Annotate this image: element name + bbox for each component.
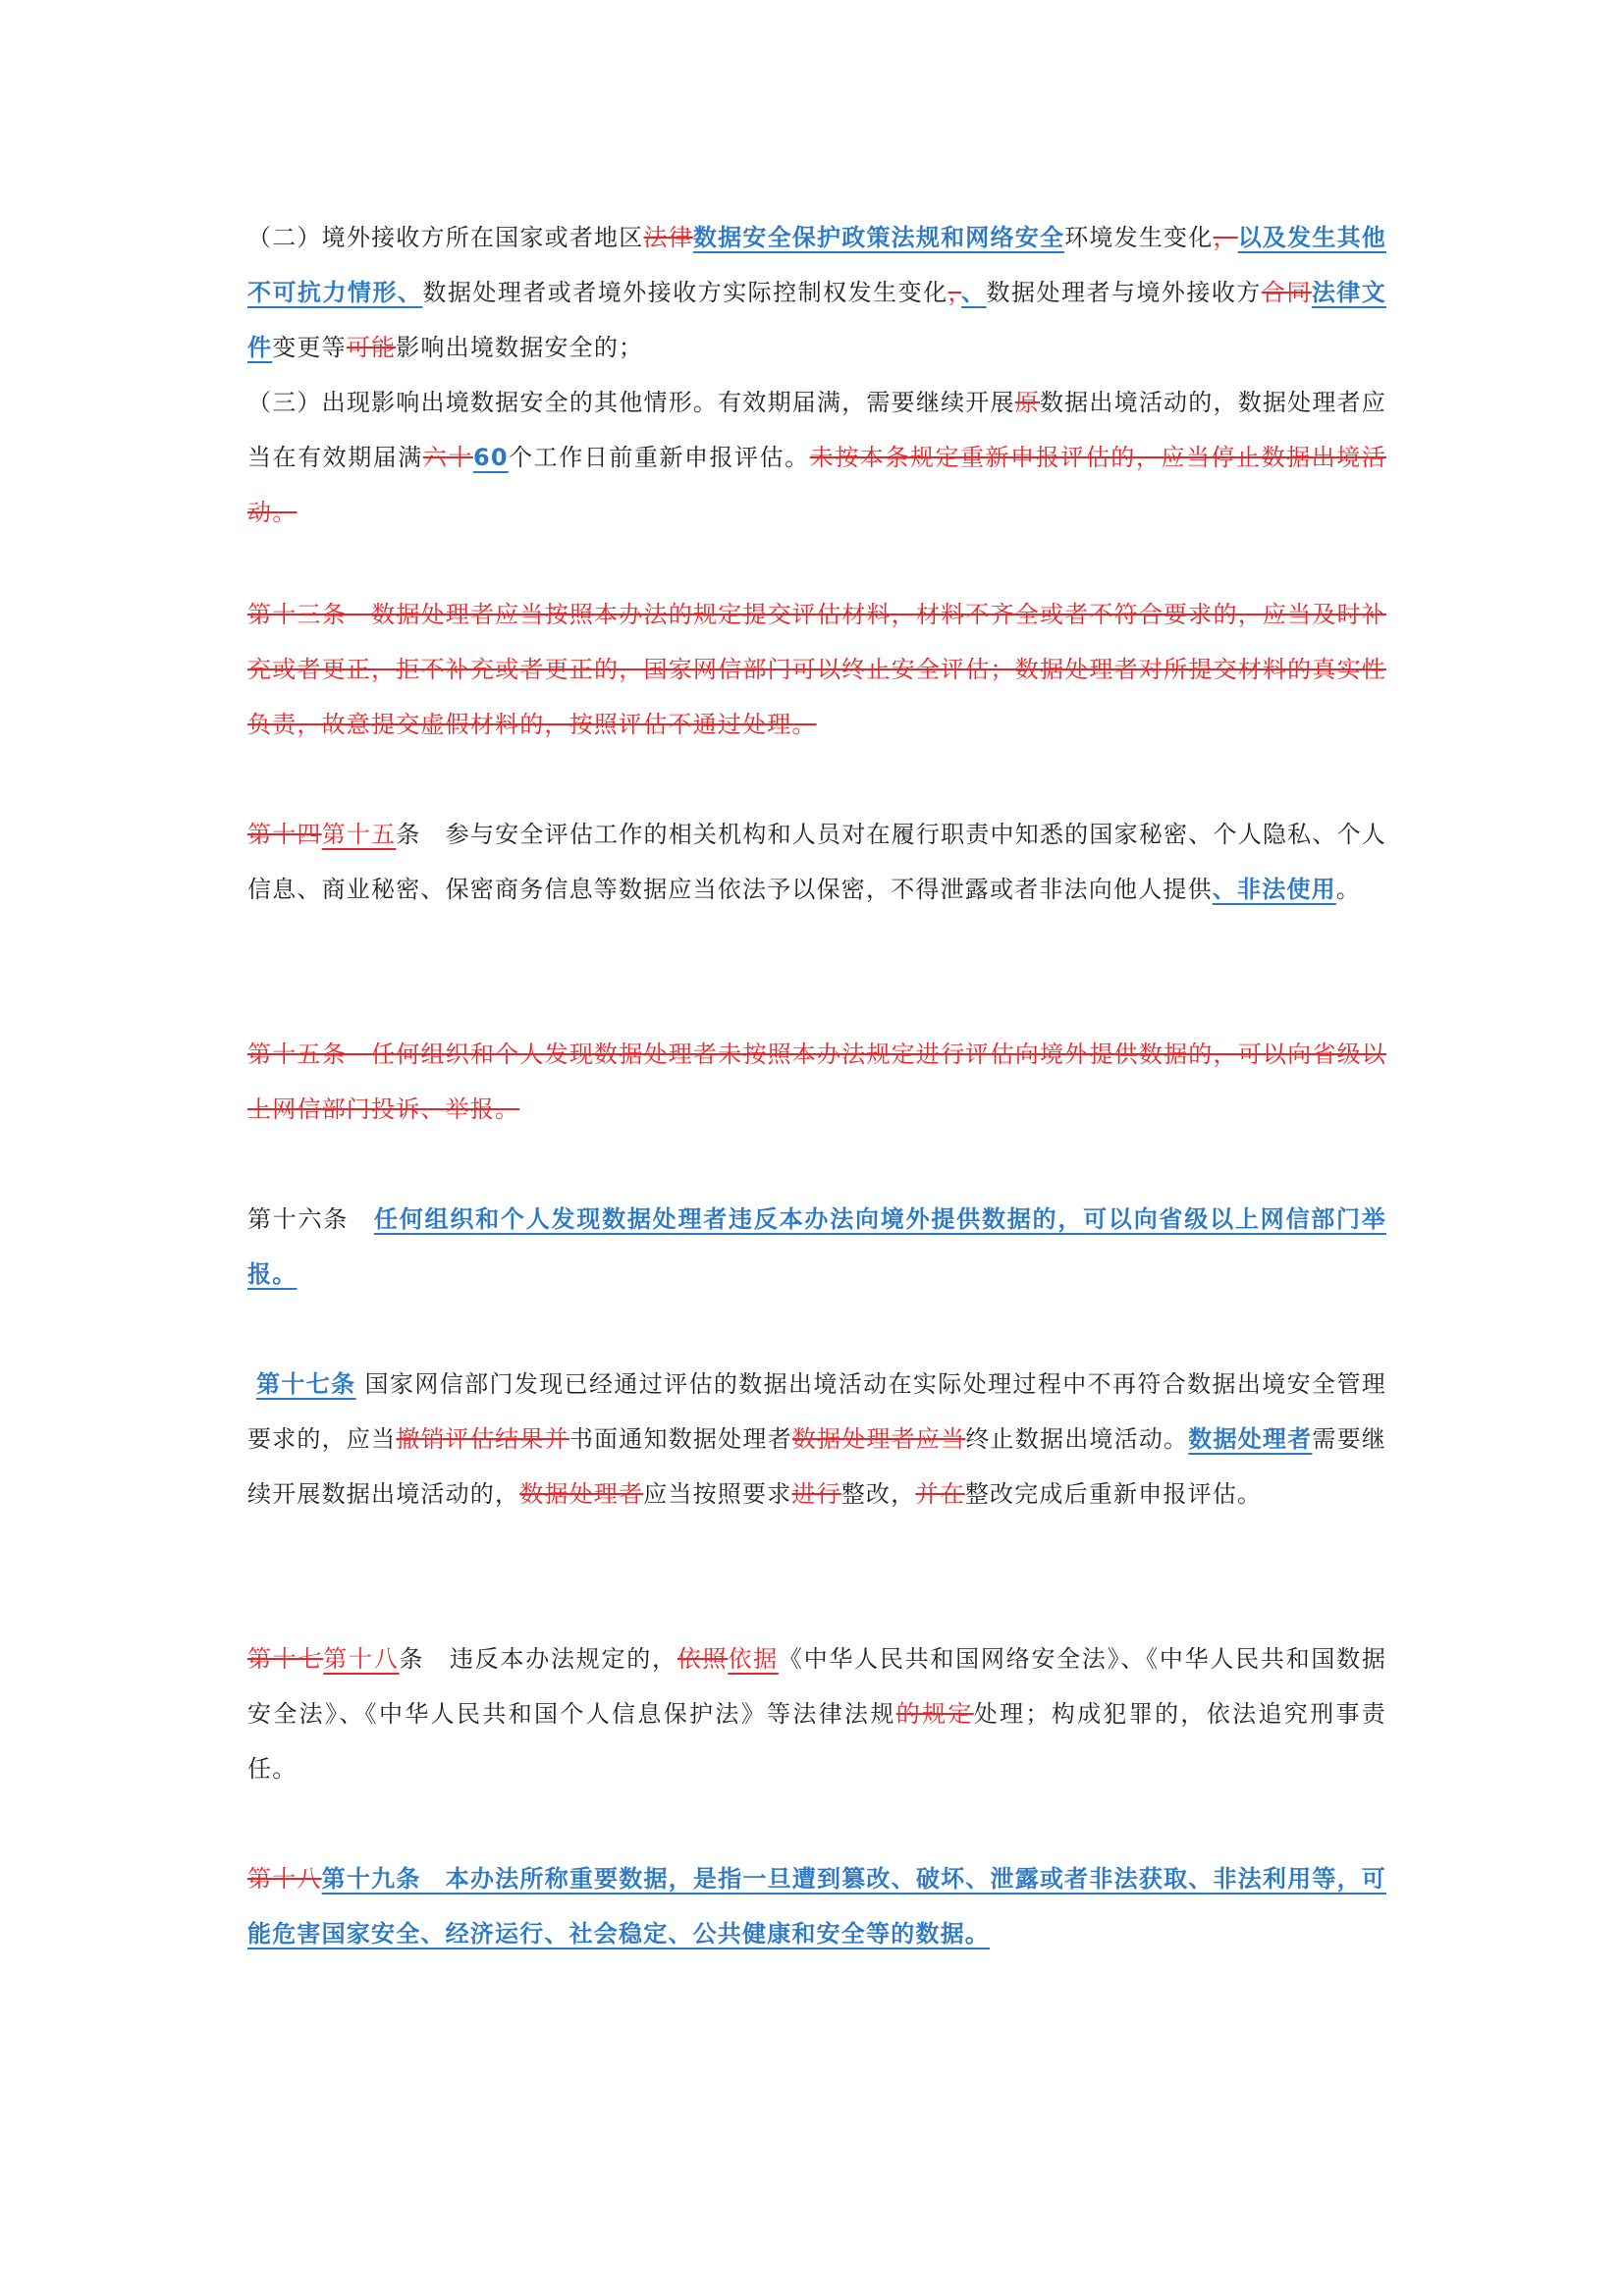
deleted-text-run: 第十四	[247, 821, 322, 848]
text-run: 数据处理者与境外接收方	[986, 279, 1262, 306]
text-run: 变更等	[272, 334, 347, 361]
paragraph-article-16	[247, 1192, 1386, 1302]
inserted-text-run: 第十五	[321, 821, 397, 848]
paragraph-article-13	[247, 587, 1386, 752]
text-run: 处理；构成犯罪的，依法追究刑事责任。	[247, 1700, 1386, 1783]
paragraph-article-17	[247, 1357, 1386, 1522]
deleted-text-run: 第十八	[247, 1865, 322, 1893]
inserted-text-run: 数据安全保护政策法规和网络安全	[692, 224, 1065, 251]
text-run: 个工作日前重新申报评估。	[508, 444, 810, 471]
deleted-text-run: 依照	[677, 1645, 729, 1673]
deleted-text-run: 原	[1014, 389, 1040, 416]
text-run: 影响出境数据安全的；	[396, 334, 644, 361]
deleted-text-run: 数据处理者	[519, 1480, 644, 1508]
text-run: 第十六条	[247, 1205, 374, 1233]
inserted-text-run: 以及发生其他不可抗力情形、	[247, 224, 1387, 306]
text-run: 整改完成后重新申报评估。	[964, 1480, 1263, 1508]
text-run: 整改，	[840, 1480, 916, 1508]
text-run: 条 违反本办法规定的，	[399, 1645, 677, 1673]
text-run: 数据出境活动的，数据处理者应当在有效期届满	[247, 389, 1386, 471]
paragraph-article-18	[247, 1631, 1386, 1796]
deleted-text-run: 第十七	[247, 1645, 324, 1673]
deleted-text-run: 的规定	[895, 1700, 974, 1728]
inserted-text-run: 、	[961, 279, 987, 306]
inserted-text-run: 60	[472, 444, 509, 471]
inserted-text-run: 、非法使用	[1212, 876, 1336, 903]
paragraph-clause-2	[247, 210, 1386, 375]
inserted-text-run: 第十七条	[256, 1370, 356, 1398]
inserted-text-run: 数据处理者	[1188, 1425, 1313, 1453]
text-run: 《中华人民共和国网络安全法》、《中华人民共和国数据安全法》、《中华人民共和国个人信息保护法》等法律法规	[247, 1645, 1387, 1728]
text-run: 数据处理者或者境外接收方实际控制权发生变化	[422, 279, 948, 306]
deleted-text-run: 数据处理者应当	[791, 1425, 966, 1453]
deleted-text-run: 撤销评估结果并	[396, 1425, 569, 1453]
deleted-text-run: 合同	[1261, 279, 1312, 306]
paragraph-article-15	[247, 807, 1386, 917]
inserted-text-run: 第十九条 本办法所称重要数据，是指一旦遭到篡改、破坏、泄露或者非法获取、非法利用等，可能危害国家安全、经济运行、社会稳定、公共健康和安全等的数据。	[247, 1865, 1386, 1948]
text-run: 终止数据出境活动。	[965, 1425, 1189, 1453]
inserted-text-run: 第十八	[323, 1645, 400, 1673]
deleted-text-run: 法律	[643, 224, 693, 251]
deleted-text-run: 可能	[346, 334, 397, 361]
inserted-text-run: 任何组织和个人发现数据处理者违反本办法向境外提供数据的，可以向省级以上网信部门举报。	[247, 1205, 1387, 1288]
deleted-text-run: ，	[947, 279, 962, 306]
text-run: 书面通知数据处理者	[568, 1425, 792, 1453]
deleted-text-run: ，	[1213, 224, 1238, 251]
text-run: 环境发生变化	[1064, 224, 1214, 251]
text-run: 需要继续开展数据出境活动的，	[247, 1425, 1387, 1508]
deleted-text-run: 未按本条规定重新申报评估的，应当停止数据出境活动。	[247, 444, 1386, 526]
deleted-text-run: 并在	[915, 1480, 965, 1508]
inserted-text-run: 依据	[728, 1645, 779, 1673]
paragraph-article-15-old	[247, 1027, 1386, 1137]
text-run	[247, 1370, 256, 1398]
paragraph-clause-3	[247, 375, 1386, 540]
inserted-text-run: 法律文件	[247, 279, 1386, 361]
text-run: 。	[1335, 876, 1361, 903]
deleted-text-run: 第十五条 任何组织和个人发现数据处理者未按照本办法规定进行评估向境外提供数据的，可以向省级以上网信部门投诉、举报。	[247, 1041, 1386, 1123]
text-run: （三）出现影响出境数据安全的其他情形。有效期届满，需要继续开展	[247, 389, 1015, 416]
text-run: （二）境外接收方所在国家或者地区	[247, 224, 644, 251]
deleted-text-run: 进行	[791, 1480, 841, 1508]
text-run: 国家网信部门发现已经通过评估的数据出境活动在实际处理过程中不再符合数据出境安全管理要求的，应当	[247, 1370, 1386, 1453]
text-run: 应当按照要求	[643, 1480, 792, 1508]
paragraph-article-19	[247, 1851, 1386, 1961]
deleted-text-run: 六十	[422, 444, 473, 471]
deleted-text-run: 第十三条 数据处理者应当按照本办法的规定提交评估材料，材料不齐全或者不符合要求的，应当及时补充或者更正，拒不补充或者更正的，国家网信部门可以终止安全评估；数据处理者对所提交材料的真实性负责，故意提交虚假材料的，按照评估不通过处理。	[247, 601, 1386, 738]
text-run: 条 参与安全评估工作的相关机构和人员对在履行职责中知悉的国家秘密、个人隐私、个人信息、商业秘密、保密商务信息等数据应当依法予以保密，不得泄露或者非法向他人提供	[247, 821, 1386, 903]
